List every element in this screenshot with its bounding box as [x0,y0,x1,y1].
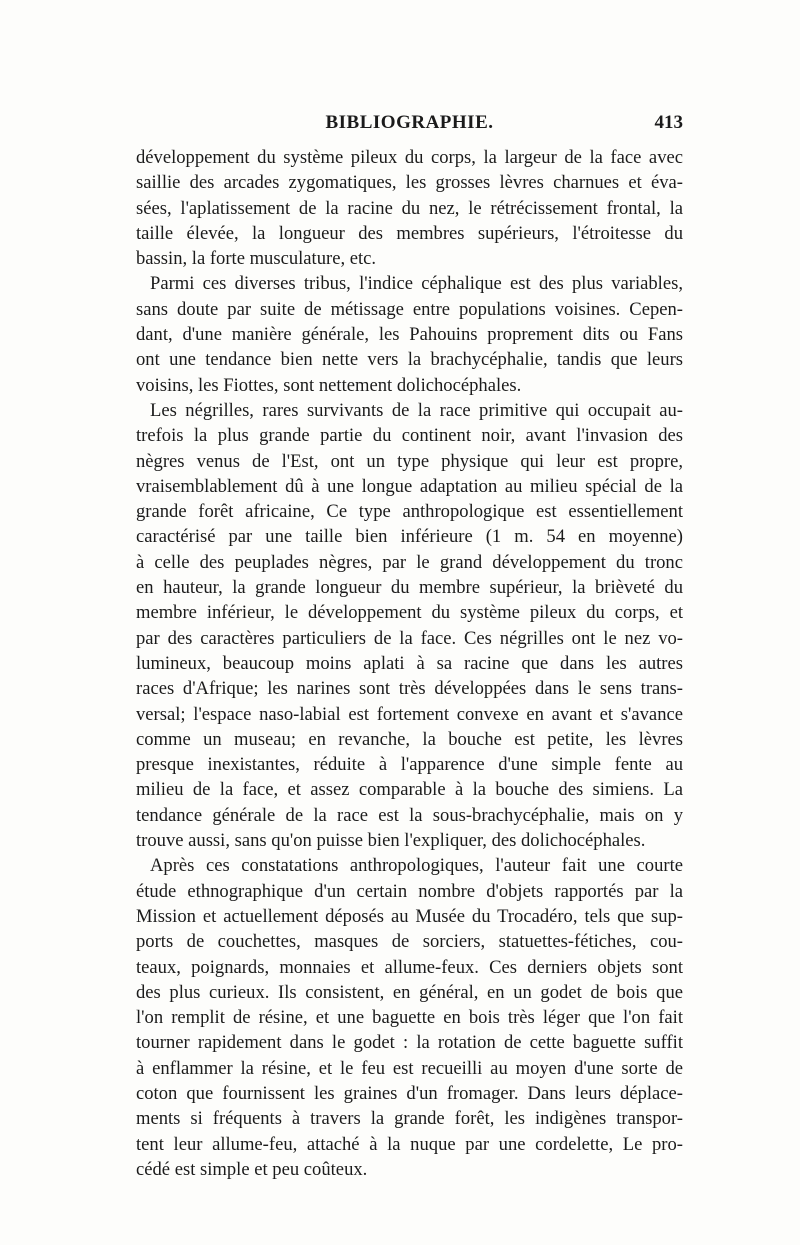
text-line: à enflammer la résine, et le feu est recueilli au moyen d'une sorte de [136,1057,683,1079]
text-line: par des caractères particuliers de la face. Ces négrilles ont le nez vo- [136,627,683,649]
text-line: races d'Afrique; les narines sont très développées dans le sens trans- [136,678,683,700]
text-line: nègres venus de l'Est, ont un type physique qui leur est propre, [136,450,683,472]
text-line: vraisemblablement dû à une longue adaptation au milieu spécial de la [136,475,683,497]
text-line: teaux, poignards, monnaies et allume-feux. Ces derniers objets sont [136,956,683,978]
text-line: tendance générale de la race est la sous-brachycéphalie, mais on y [136,804,683,826]
text-line: ments si fréquents à travers la grande forêt, les indigènes transpor- [136,1108,683,1130]
text-line: presque inexistantes, réduite à l'apparence d'une simple fente au [136,754,683,776]
text-line: en hauteur, la grande longueur du membre supérieur, la brièveté du [136,577,683,599]
text-line: trouve aussi, sans qu'on puisse bien l'expliquer, des dolichocéphales. [136,830,646,852]
text-line: Parmi ces diverses tribus, l'indice céphalique est des plus variables, [150,273,683,295]
text-line: ports de couchettes, masques de sorciers, statuettes-fétiches, cou- [136,931,683,953]
text-line: milieu de la face, et assez comparable à la bouche des simiens. La [136,779,683,801]
text-line: membre inférieur, le développement du système pileux du corps, et [136,602,683,624]
page-header [136,112,683,142]
text-line: étude ethnographique d'un certain nombre d'objets rapportés par la [136,880,683,902]
page-number: 413 [654,112,683,133]
text-line: tent leur allume-feu, attaché à la nuque par une cordelette, Le pro- [136,1133,683,1155]
text-line: développement du système pileux du corps, la largeur de la face avec [136,147,683,168]
text-line: sans doute par suite de métissage entre populations voisines. Cepen- [136,298,683,320]
text-line: Mission et actuellement déposés au Musée du Trocadéro, tels que sup- [136,905,683,927]
text-line: des plus curieux. Ils consistent, en général, en un godet de bois que [136,981,683,1003]
running-head: BIBLIOGRAPHIE. [325,112,494,133]
text-line: l'on remplit de résine, et une baguette en bois très léger que l'on fait [136,1007,683,1029]
text-line: grande forêt africaine, Ce type anthropologique est essentiellement [136,501,683,523]
text-line: coton que fournissent les graines d'un fromager. Dans leurs déplace- [136,1082,683,1104]
text-line: ont une tendance bien nette vers la brachycéphalie, tandis que leurs [136,349,683,371]
text-line: dant, d'une manière générale, les Pahouins proprement dits ou Fans [136,324,683,346]
text-line: bassin, la forte musculature, etc. [136,248,377,270]
text-line: voisins, les Fiottes, sont nettement dolichocéphales. [136,374,522,396]
text-line: à celle des peuplades nègres, par le grand développement du tronc [136,551,683,573]
text-line: lumineux, beaucoup moins aplati à sa racine que dans les autres [136,652,683,674]
text-line: tourner rapidement dans le godet : la rotation de cette baguette suffit [136,1032,683,1054]
text-line: versal; l'espace naso-labial est fortement convexe en avant et s'avance [136,703,683,725]
text-line: trefois la plus grande partie du continent noir, avant l'invasion des [136,425,683,447]
text-line: sées, l'aplatissement de la racine du nez, le rétrécissement frontal, la [136,197,683,219]
text-line: cédé est simple et peu coûteux. [136,1158,368,1180]
text-line: Les négrilles, rares survivants de la race primitive qui occupait au- [150,399,683,421]
text-line: saillie des arcades zygomatiques, les grosses lèvres charnues et éva- [136,172,683,194]
text-line: caractérisé par une taille bien inférieure (1 m. 54 en moyenne) [136,526,683,548]
text-line: comme un museau; en revanche, la bouche est petite, les lèvres [136,728,683,750]
text-line: taille élevée, la longueur des membres supérieurs, l'étroitesse du [136,222,683,244]
text-line: Après ces constatations anthropologiques, l'auteur fait une courte [150,855,683,877]
body-text [136,145,683,1182]
